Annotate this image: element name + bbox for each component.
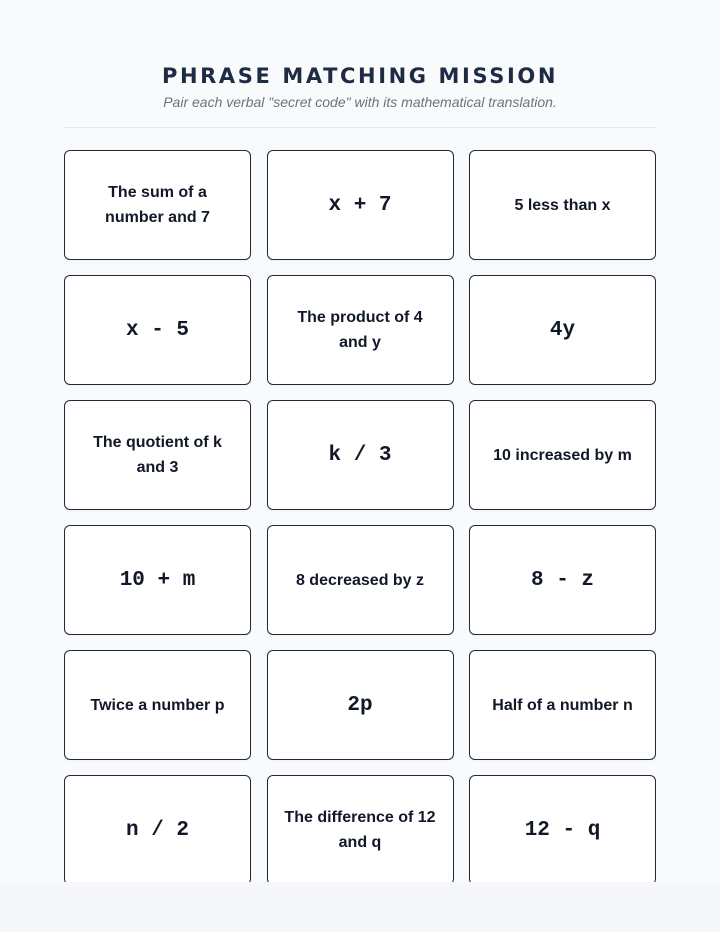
match-card[interactable]: 8 decreased by z <box>267 525 454 635</box>
match-card[interactable]: 2p <box>267 650 454 760</box>
match-card[interactable]: 10 + m <box>64 525 251 635</box>
match-card[interactable]: n / 2 <box>64 775 251 882</box>
match-card[interactable]: x - 5 <box>64 275 251 385</box>
match-card[interactable]: The difference of 12 and q <box>267 775 454 882</box>
match-card[interactable]: 10 increased by m <box>469 400 656 510</box>
match-card[interactable]: The quotient of k and 3 <box>64 400 251 510</box>
match-card[interactable]: Half of a number n <box>469 650 656 760</box>
match-card[interactable]: The product of 4 and y <box>267 275 454 385</box>
match-card[interactable]: Twice a number p <box>64 650 251 760</box>
match-card[interactable]: x + 7 <box>267 150 454 260</box>
header-divider <box>64 127 656 128</box>
match-card[interactable]: 5 less than x <box>469 150 656 260</box>
match-card[interactable]: 12 - q <box>469 775 656 882</box>
page-title: PHRASE MATCHING MISSION <box>162 64 558 88</box>
match-card[interactable]: 8 - z <box>469 525 656 635</box>
matching-card-grid <box>64 150 656 882</box>
page-subtitle: Pair each verbal "secret code" with its mathematical translation. <box>163 94 557 110</box>
match-card[interactable]: 4y <box>469 275 656 385</box>
match-card[interactable]: k / 3 <box>267 400 454 510</box>
worksheet-header <box>0 0 720 112</box>
match-card[interactable]: The sum of a number and 7 <box>64 150 251 260</box>
